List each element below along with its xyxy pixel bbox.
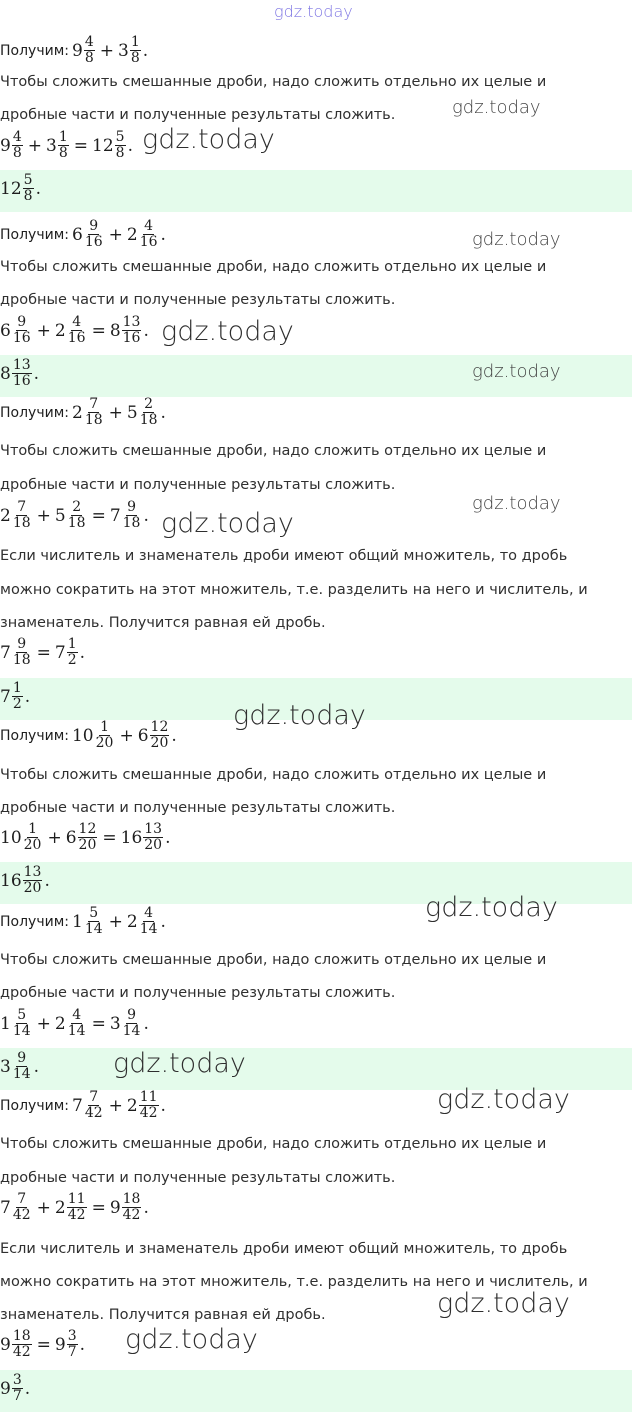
answer-value: 7 $\frac{1}{2}$ . — [0, 680, 31, 712]
fraction: $\frac{4}{16}$ — [139, 218, 158, 250]
fraction: $\frac{9}{16}$ — [12, 314, 31, 346]
solution-expression: 9 $\frac{4}{8}$ + 3 $\frac{1}{8}$ = 12 $\frac{5}{8}$ . — [0, 129, 133, 161]
fraction: $\frac{9}{18}$ — [122, 499, 141, 531]
whole-part: 9 — [71, 40, 83, 61]
fraction: $\frac{5}{8}$ — [23, 172, 33, 204]
solution-expression: 7 $\frac{7}{42}$ + 2 $\frac{11}{42}$ = 9 $\frac{18}{42}$ . — [0, 1191, 149, 1223]
fraction: $\frac{13}{16}$ — [12, 357, 31, 389]
watermark: gdz.today — [113, 1048, 246, 1079]
solution-expression: 10 $\frac{1}{20}$ + 6 $\frac{12}{20}$ = 16 $\frac{13}{20}$ . — [0, 821, 171, 853]
given-expression: Получим: 7 $\frac{7}{42}$ + 2 $\frac{11}{42}$ . — [0, 1089, 166, 1121]
fraction: $\frac{2}{18}$ — [67, 499, 86, 531]
fraction: $\frac{5}{14}$ — [84, 905, 103, 937]
explanation-text: Чтобы сложить смешанные дроби, надо сложить отдельно их целые и — [0, 259, 547, 275]
explanation-text: Чтобы сложить смешанные дроби, надо сложить отдельно их целые и — [0, 443, 547, 459]
fraction: $\frac{5}{8}$ — [115, 129, 125, 161]
fraction: $\frac{1}{20}$ — [95, 719, 114, 751]
watermark: gdz.today — [233, 700, 366, 731]
fraction: $\frac{7}{18}$ — [12, 499, 31, 531]
explanation-text: можно сократить на этот множитель, т.е. разделить на него и числитель, и — [0, 582, 588, 598]
explanation-text: Если числитель и знаменатель дроби имеют общий множитель, то дробь — [0, 1241, 568, 1257]
answer-value: 8 $\frac{13}{16}$ . — [0, 357, 40, 389]
fraction: $\frac{18}{42}$ — [12, 1328, 31, 1360]
given-label: Получим: — [0, 913, 69, 930]
given-expression: Получим: 1 $\frac{5}{14}$ + 2 $\frac{4}{14}$ . — [0, 905, 166, 937]
fraction: $\frac{1}{2}$ — [67, 636, 77, 668]
fraction: $\frac{4}{8}$ — [84, 34, 94, 66]
fraction: $\frac{1}{8}$ — [58, 129, 68, 161]
given-expression: Получим: 9 $\frac{4}{8}$ + 3 $\frac{1}{8}$ . — [0, 34, 149, 66]
watermark: gdz.today — [437, 1084, 570, 1115]
fraction: $\frac{13}{16}$ — [122, 314, 141, 346]
answer-band — [0, 170, 632, 212]
explanation-text: дробные части и полученные результаты сложить. — [0, 107, 396, 123]
fraction: $\frac{2}{18}$ — [139, 396, 158, 428]
fraction: $\frac{7}{42}$ — [12, 1191, 31, 1223]
fraction: $\frac{9}{16}$ — [84, 218, 103, 250]
solution-expression: 1 $\frac{5}{14}$ + 2 $\frac{4}{14}$ = 3 $\frac{9}{14}$ . — [0, 1007, 149, 1039]
explanation-text: можно сократить на этот множитель, т.е. разделить на него и числитель, и — [0, 1274, 588, 1290]
explanation-text: дробные части и полученные результаты сложить. — [0, 1170, 396, 1186]
fraction: $\frac{3}{7}$ — [12, 1372, 22, 1404]
explanation-text: знаменатель. Получится равная ей дробь. — [0, 1307, 326, 1323]
watermark: gdz.today — [142, 124, 275, 155]
explanation-text: Чтобы сложить смешанные дроби, надо сложить отдельно их целые и — [0, 74, 547, 90]
given-label: Получим: — [0, 226, 69, 243]
fraction: $\frac{3}{7}$ — [67, 1328, 77, 1360]
fraction: $\frac{4}{14}$ — [67, 1007, 86, 1039]
reduce-expression: 9 $\frac{18}{42}$ = 9 $\frac{3}{7}$ . — [0, 1328, 86, 1360]
explanation-text: дробные части и полученные результаты сложить. — [0, 477, 396, 493]
answer-value: 3 $\frac{9}{14}$ . — [0, 1050, 40, 1082]
explanation-text: Чтобы сложить смешанные дроби, надо сложить отдельно их целые и — [0, 1136, 547, 1152]
fraction: $\frac{5}{14}$ — [12, 1007, 31, 1039]
watermark: gdz.today — [472, 361, 561, 382]
explanation-text: знаменатель. Получится равная ей дробь. — [0, 615, 326, 631]
explanation-text: Чтобы сложить смешанные дроби, надо сложить отдельно их целые и — [0, 767, 547, 783]
fraction: $\frac{9}{14}$ — [122, 1007, 141, 1039]
explanation-text: дробные части и полученные результаты сложить. — [0, 292, 396, 308]
fraction: $\frac{11}{42}$ — [139, 1089, 158, 1121]
explanation-text: дробные части и полученные результаты сложить. — [0, 985, 396, 1001]
fraction: $\frac{12}{20}$ — [150, 719, 169, 751]
watermark: gdz.today — [161, 508, 294, 539]
fraction: $\frac{18}{42}$ — [122, 1191, 141, 1223]
explanation-text: дробные части и полученные результаты сложить. — [0, 800, 396, 816]
fraction: $\frac{7}{42}$ — [84, 1089, 103, 1121]
watermark: gdz.today — [452, 97, 541, 118]
given-expression: Получим: 10 $\frac{1}{20}$ + 6 $\frac{12}{20}$ . — [0, 719, 177, 751]
fraction: $\frac{1}{8}$ — [130, 34, 140, 66]
fraction: $\frac{9}{18}$ — [12, 636, 31, 668]
answer-value: 12 $\frac{5}{8}$ . — [0, 172, 41, 204]
watermark: gdz.today — [472, 493, 561, 514]
given-expression: Получим: 2 $\frac{7}{18}$ + 5 $\frac{2}{18}$ . — [0, 396, 166, 428]
watermark-top: gdz.today — [274, 2, 353, 21]
watermark: gdz.today — [125, 1324, 258, 1355]
fraction: $\frac{12}{20}$ — [78, 821, 97, 853]
answer-value: 16 $\frac{13}{20}$ . — [0, 864, 50, 896]
given-label: Получим: — [0, 1097, 69, 1114]
given-label: Получим: — [0, 404, 69, 421]
given-label: Получим: — [0, 42, 69, 59]
fraction: $\frac{13}{20}$ — [23, 864, 42, 896]
fraction: $\frac{13}{20}$ — [144, 821, 163, 853]
fraction: $\frac{9}{14}$ — [12, 1050, 31, 1082]
explanation-text: Чтобы сложить смешанные дроби, надо сложить отдельно их целые и — [0, 952, 547, 968]
solution-expression: 6 $\frac{9}{16}$ + 2 $\frac{4}{16}$ = 8 $\frac{13}{16}$ . — [0, 314, 149, 346]
fraction: $\frac{4}{8}$ — [12, 129, 22, 161]
reduce-expression: 7 $\frac{9}{18}$ = 7 $\frac{1}{2}$ . — [0, 636, 86, 668]
answer-value: 9 $\frac{3}{7}$ . — [0, 1372, 31, 1404]
fraction: $\frac{7}{18}$ — [84, 396, 103, 428]
explanation-text: Если числитель и знаменатель дроби имеют общий множитель, то дробь — [0, 548, 568, 564]
watermark: gdz.today — [425, 892, 558, 923]
solution-expression: 2 $\frac{7}{18}$ + 5 $\frac{2}{18}$ = 7 $\frac{9}{18}$ . — [0, 499, 149, 531]
watermark: gdz.today — [437, 1288, 570, 1319]
given-expression: Получим: 6 $\frac{9}{16}$ + 2 $\frac{4}{16}$ . — [0, 218, 166, 250]
watermark: gdz.today — [472, 229, 561, 250]
fraction: $\frac{4}{14}$ — [139, 905, 158, 937]
fraction: $\frac{1}{20}$ — [23, 821, 42, 853]
fraction: $\frac{11}{42}$ — [67, 1191, 86, 1223]
answer-band — [0, 1370, 632, 1412]
watermark: gdz.today — [161, 316, 294, 347]
fraction: $\frac{1}{2}$ — [12, 680, 22, 712]
given-label: Получим: — [0, 727, 69, 744]
fraction: $\frac{4}{16}$ — [67, 314, 86, 346]
